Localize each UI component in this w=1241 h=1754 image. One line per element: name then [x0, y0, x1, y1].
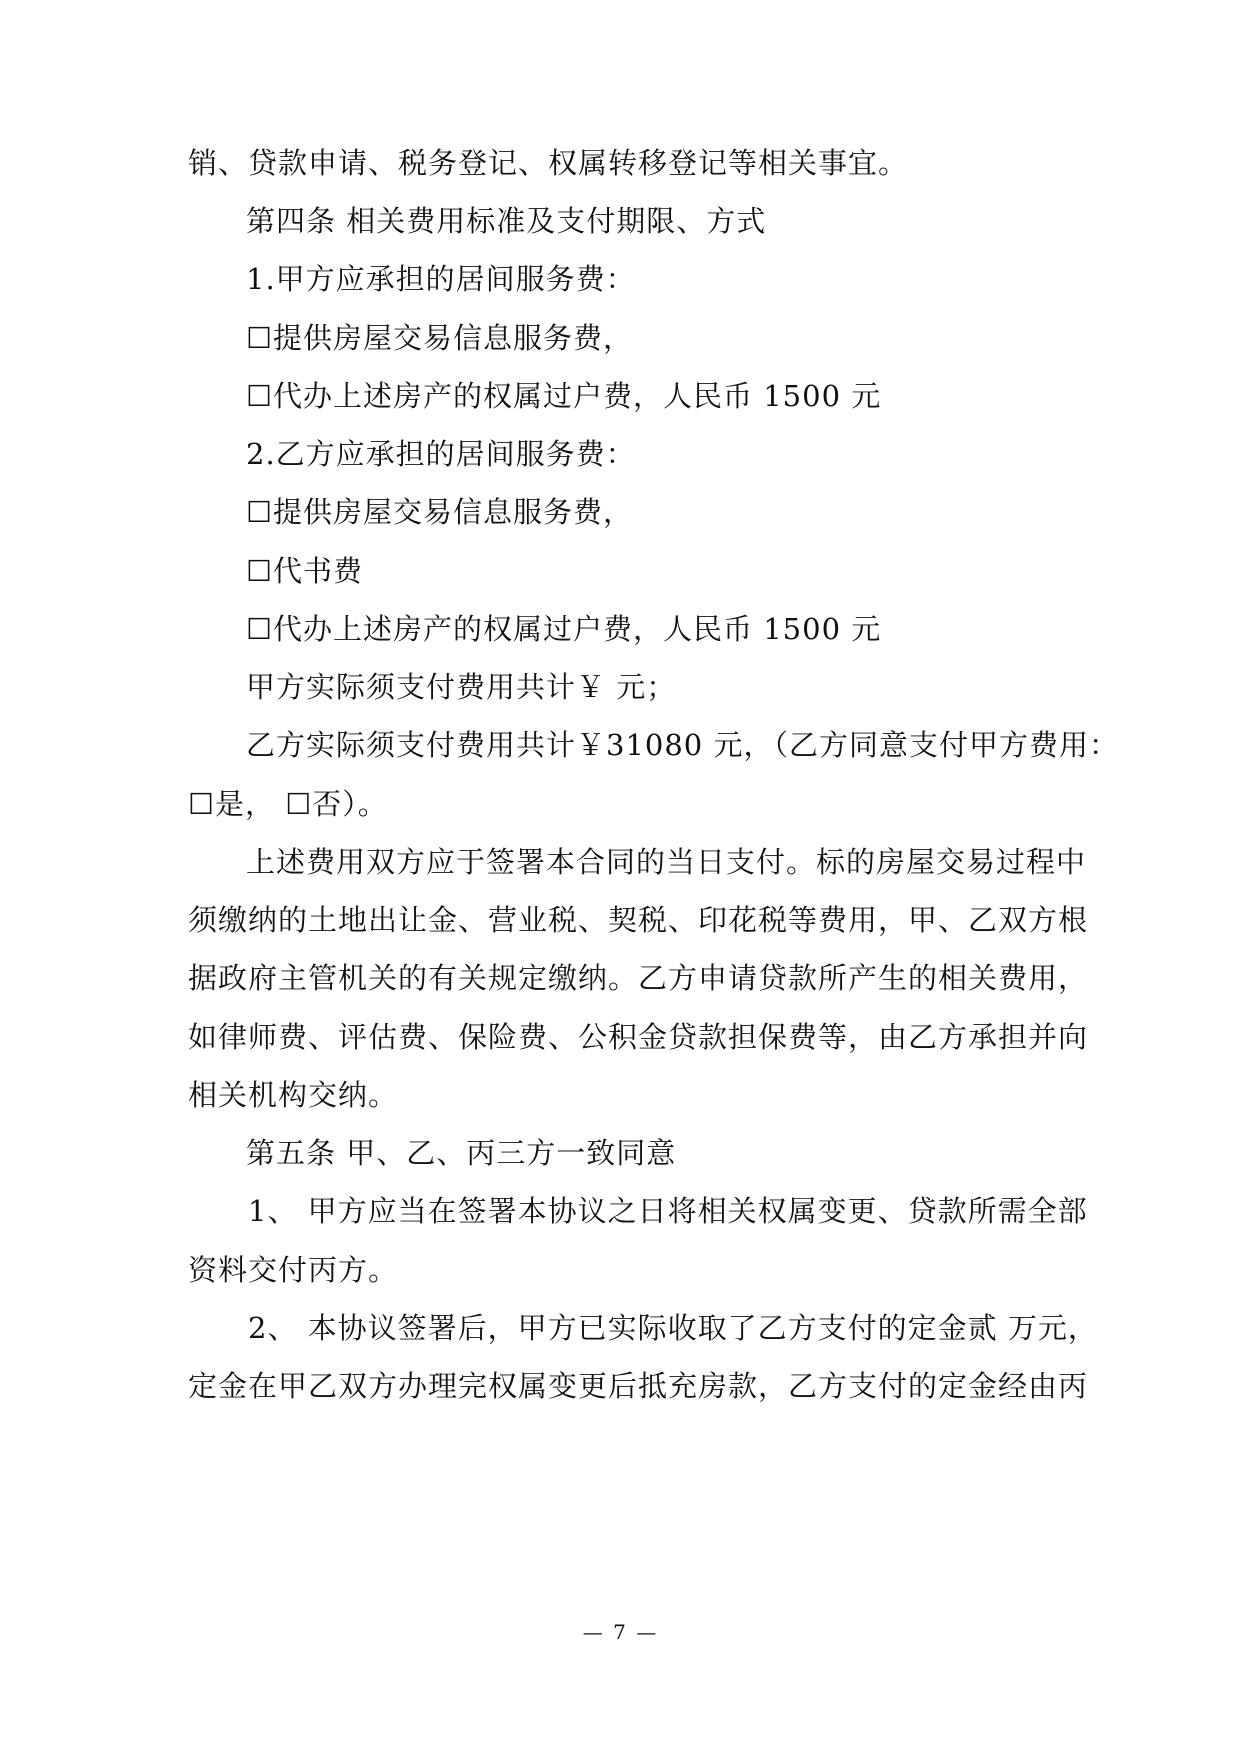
article-heading: 第五条 甲、乙、丙三方一致同意: [246, 1136, 677, 1170]
text-line: 2.乙方应承担的居间服务费：: [246, 437, 636, 471]
checkbox-line: ☐是， ☐否）。: [188, 787, 388, 821]
text-line: 销、贷款申请、税务登记、权属转移登记等相关事宜。: [188, 146, 909, 180]
checkbox-line: ☐代办上述房产的权属过户费，人民币 1500 元: [246, 612, 882, 646]
text-line: 据政府主管机关的有关规定缴纳。乙方申请贷款所产生的相关费用，: [188, 961, 1089, 995]
text-line: 相关机构交纳。: [188, 1078, 399, 1112]
article-heading: 第四条 相关费用标准及支付期限、方式: [246, 204, 767, 238]
checkbox-line: ☐代书费: [246, 554, 363, 588]
text-line: 定金在甲乙双方办理完权属变更后抵充房款，乙方支付的定金经由丙: [188, 1369, 1089, 1403]
checkbox-line: ☐提供房屋交易信息服务费，: [246, 321, 633, 355]
text-line: 如律师费、评估费、保险费、公积金贷款担保费等，由乙方承担并向: [188, 1020, 1089, 1054]
text-line: 上述费用双方应于签署本合同的当日支付。标的房屋交易过程中: [246, 845, 1087, 879]
text-line: 甲方实际须支付费用共计￥ 元；: [246, 670, 677, 704]
page-number: — 7 —: [582, 1620, 659, 1644]
text-line: 乙方实际须支付费用共计￥31080 元，（乙方同意支付甲方费用：: [246, 728, 1119, 762]
text-line: 须缴纳的土地出让金、营业税、契税、印花税等费用，甲、乙双方根: [188, 903, 1089, 937]
text-line: 资料交付丙方。: [188, 1253, 399, 1287]
text-line: 1、 甲方应当在签署本协议之日将相关权属变更、贷款所需全部: [248, 1194, 1088, 1228]
checkbox-line: ☐代办上述房产的权属过户费，人民币 1500 元: [246, 379, 882, 413]
text-line: 1.甲方应承担的居间服务费：: [246, 262, 636, 296]
text-line: 2、 本协议签署后，甲方已实际收取了乙方支付的定金贰 万元，: [248, 1311, 1098, 1345]
checkbox-line: ☐提供房屋交易信息服务费，: [246, 495, 633, 529]
